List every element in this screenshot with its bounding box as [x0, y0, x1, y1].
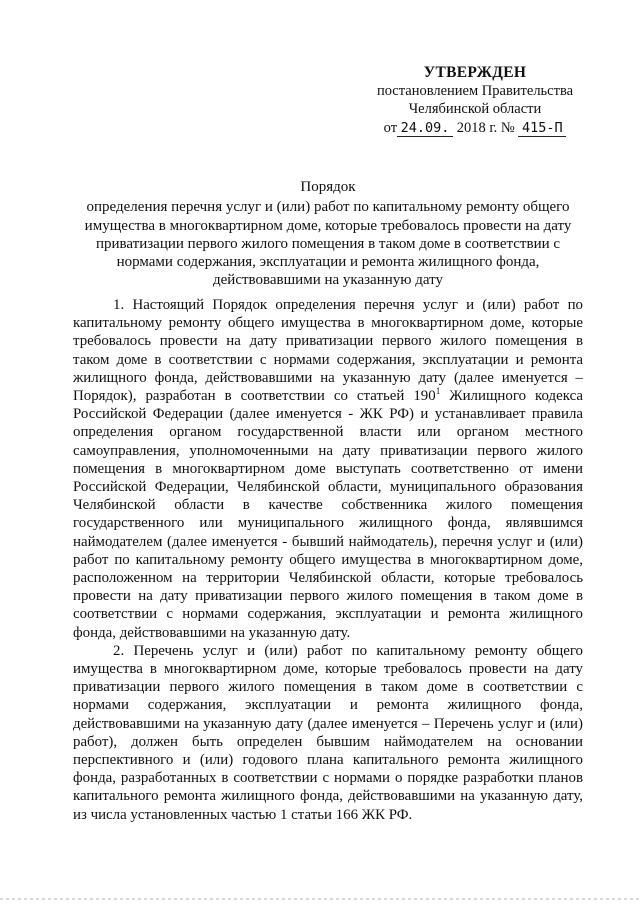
approval-block [360, 64, 590, 137]
heading-line: нормами содержания, эксплуатации и ремонта жилищного фонда, [116, 254, 540, 271]
heading-line: приватизации первого жилого помещения в таком доме в соответствии с [95, 235, 561, 252]
document-body [73, 296, 583, 824]
approval-date-line [360, 119, 590, 137]
superscript-article-index: 1 [435, 386, 441, 397]
date-prefix: от [383, 120, 398, 136]
heading-line: определения перечня услуг и (или) работ по капитальному ремонту общего [86, 199, 570, 216]
paragraph-1-text-b: Жилищного кодекса Российской Федерации (далее именуется - ЖК РФ) и устанавливает правила определения органом государственной власти или органом местного самоуправления, уполномоченными на дату приватизации первого жилого помещения в многоквартирном доме выступать соответственно от имени Российской Федерации, Челябинской области, муниципального образования Челябинской области в качестве собственника жилого помещения государственного или муниципального жилищного фонда, являвшимся наймодателем (далее именуется - бывший наймодатель), перечня услуг и (или) работ по капитальному ремонту общего имущества в многоквартирном доме, расположенном на территории Челябинской области, которые требовалось провести на дату приватизации первого жилого помещения в таком доме в соответствии с нормами содержания, эксплуатации и ремонта жилищного фонда, действовавшими на указанную дату. [73, 388, 583, 641]
heading-title: Порядок [300, 179, 356, 195]
paragraph-1-text-a: 1. Настоящий Порядок определения перечня услуг и (или) работ по капитальному ремонту общего имущества в многоквартирном доме, которые требовалось провести на дату приватизации первого жилого помещения в таком доме в соответствии с нормами содержания, эксплуатации и ремонта жилищного фонда, действовавшими на указанную дату (далее именуется – Порядок), разработан в соответствии со статьей 190 [73, 297, 583, 405]
scan-edge-artifact [0, 898, 640, 900]
approval-title: УТВЕРЖДЕН [423, 64, 527, 81]
approval-date-value: 24.09. [397, 121, 453, 137]
approval-region: Челябинской области [408, 101, 542, 117]
paragraph-1 [73, 296, 583, 642]
document-heading [54, 178, 602, 290]
approval-number-value: 415-П [518, 121, 566, 137]
approval-year-text: 2018 г. № [456, 120, 515, 136]
paragraph-2: 2. Перечень услуг и (или) работ по капитальному ремонту общего имущества в многоквартирном доме, которые требовалось провести на дату приватизации первого жилого помещения в таком доме в соответствии с нормами содержания, эксплуатации и ремонта жилищного фонда, действовавшими на указанную дату (далее именуется – Перечень услуг и (или) работ), должен быть определен бывшим наймодателем на основании перспективного и (или) годового плана капитального ремонта жилищного фонда, разработанных в соответствии с нормами о порядке разработки планов капитального ремонта жилищного фонда, действовавшими на указанную дату, из числа установленных частью 1 статьи 166 ЖК РФ. [73, 642, 583, 823]
heading-line: действовавшими на указанную дату [213, 272, 443, 289]
approval-authority: постановлением Правительства [376, 83, 574, 99]
heading-line: имущества в многоквартирном доме, которые требовалось провести на дату [84, 217, 572, 234]
